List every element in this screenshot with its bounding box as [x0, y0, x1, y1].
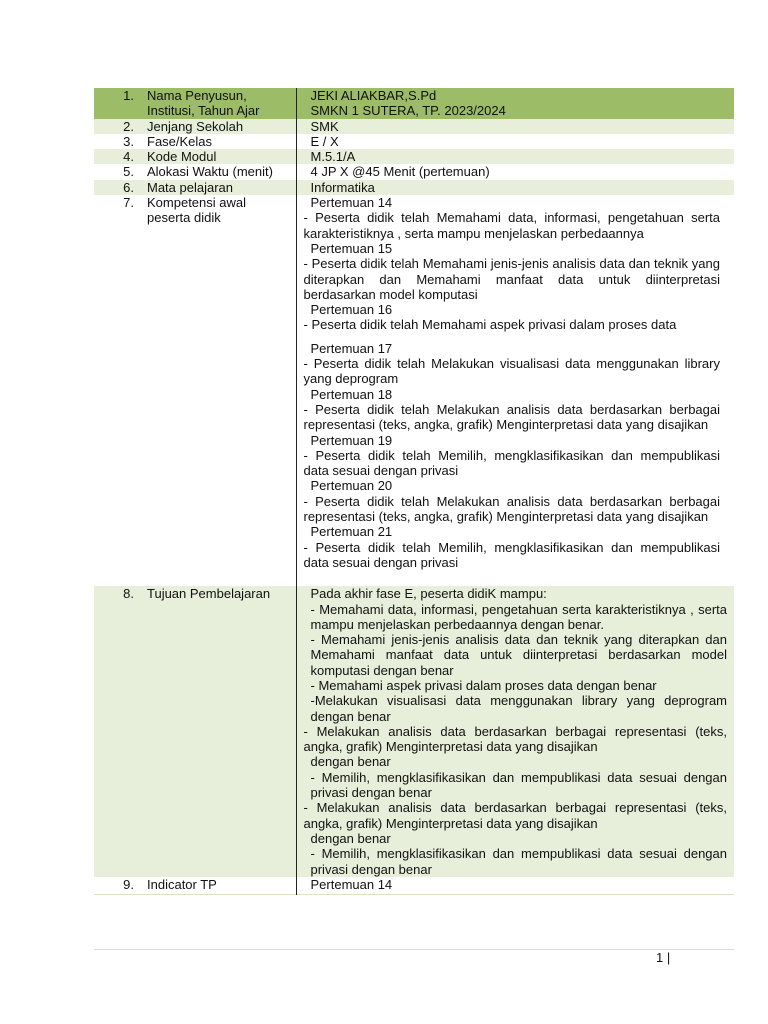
objective-item: - Memahami aspek privasi dalam proses data dengan benar — [310, 677, 657, 693]
author-name: JEKI ALIAKBAR,S.Pd — [310, 88, 437, 103]
meeting-heading: Pertemuan 16 — [310, 302, 393, 318]
row-label-line: Nama Penyusun, — [147, 88, 247, 103]
table-row-alokasi-waktu — [94, 164, 734, 179]
institution-year: SMKN 1 SUTERA, TP. 2023/2024 — [310, 103, 506, 119]
table-row-indicator-tp — [94, 877, 734, 895]
meeting-heading: Pertemuan 18 — [310, 386, 393, 402]
row-number: 2. — [123, 118, 134, 134]
table-row-nama-penyusun — [94, 88, 734, 119]
meeting-heading: Pertemuan 20 — [310, 478, 393, 494]
competency-item: - Peserta didik telah Memahami aspek privasi dalam proses data — [303, 317, 677, 333]
row-label: Kode Modul — [147, 149, 217, 165]
row-label: Alokasi Waktu (menit) — [147, 164, 273, 180]
row-label — [143, 88, 296, 119]
footer-divider — [94, 949, 734, 950]
objective-item-continuation: dengan benar — [310, 754, 391, 770]
competency-item: - Peserta didik telah Memilih, mengklasifikasikan dan mempublikasi data sesuai dengan privasi — [303, 539, 720, 570]
row-value-text: SMK — [310, 118, 339, 134]
table-row-tujuan-pembelajaran — [94, 586, 734, 877]
meeting-heading: Pertemuan 14 — [310, 876, 393, 892]
competency-item: - Peserta didik telah Memahami data, informasi, pengetahuan serta karakteristiknya , serta mampu menjelaskan perbedaannya — [303, 210, 720, 241]
table-row-kompetensi-awal — [94, 195, 734, 586]
row-value — [296, 119, 734, 134]
meeting-heading: Pertemuan 14 — [310, 195, 393, 211]
row-value — [296, 195, 734, 586]
row-value-text: M.5.1/A — [310, 149, 356, 165]
row-value — [296, 88, 734, 119]
row-number: 1. — [123, 88, 134, 103]
row-number: 5. — [123, 164, 134, 180]
meeting-heading: Pertemuan 19 — [310, 432, 393, 448]
row-label — [143, 195, 296, 586]
objective-item-continuation: dengan benar — [310, 830, 391, 846]
objective-item: - Memahami jenis-jenis analisis data dan teknik yang diterapkan dan Memahami manfaat data untuk diinterpretasi berdasarkan model komputasi dengan benar — [310, 632, 727, 678]
objective-item: - Melakukan analisis data berdasarkan berbagai representasi (teks, angka, grafik) Menginterpretasi data yang disajikan — [303, 800, 727, 831]
competency-item: - Peserta didik telah Melakukan analisis data berdasarkan berbagai representasi (teks, angka, grafik) Menginterpretasi data yang disajikan — [303, 493, 720, 525]
objective-item: - Memahami data, informasi, pengetahuan serta karakteristiknya , serta mampu menjelaskan perbedaannya dengan benar. — [310, 601, 727, 632]
table-row-jenjang — [94, 119, 734, 134]
row-label: Jenjang Sekolah — [147, 118, 244, 134]
row-value — [296, 149, 734, 164]
row-value — [296, 164, 734, 179]
row-value-text: E / X — [310, 133, 339, 149]
row-number: 6. — [123, 179, 134, 195]
row-value-text: Informatika — [310, 179, 375, 195]
row-label: Indicator TP — [147, 876, 217, 892]
competency-item: - Peserta didik telah Melakukan analisis data berdasarkan berbagai representasi (teks, angka, grafik) Menginterpretasi data yang disajikan — [303, 401, 720, 433]
row-value — [296, 134, 734, 149]
objective-item: - Melakukan analisis data berdasarkan berbagai representasi (teks, angka, grafik) Menginterpretasi data yang disajikan — [303, 723, 727, 755]
meeting-heading: Pertemuan 15 — [310, 240, 393, 256]
row-number: 8. — [123, 586, 134, 602]
table-row-fase — [94, 134, 734, 149]
row-label: Fase/Kelas — [147, 133, 213, 149]
row-value — [296, 877, 734, 895]
meeting-heading: Pertemuan 21 — [310, 524, 393, 540]
competency-item: - Peserta didik telah Memilih, mengklasifikasikan dan mempublikasi data sesuai dengan privasi — [303, 447, 720, 479]
row-label: Mata pelajaran — [147, 179, 233, 195]
row-number: 3. — [123, 133, 134, 149]
objective-intro: Pada akhir fase E, peserta didiK mampu: — [310, 586, 547, 602]
competency-item: - Peserta didik telah Melakukan visualisasi data menggunakan library yang deprogram — [303, 356, 720, 387]
row-number: 7. — [123, 195, 134, 211]
objective-item: -Melakukan visualisasi data menggunakan library yang deprogram dengan benar — [310, 693, 727, 724]
meeting-heading: Pertemuan 17 — [310, 340, 393, 356]
row-value-text: 4 JP X @45 Menit (pertemuan) — [310, 164, 490, 180]
row-label-line: Kompetensi awal — [147, 195, 246, 211]
table-row-mata-pelajaran — [94, 180, 734, 195]
row-value — [296, 180, 734, 195]
objective-item: - Memilih, mengklasifikasikan dan mempublikasi data sesuai dengan privasi dengan benar — [310, 846, 727, 877]
table-row-kode-modul — [94, 149, 734, 164]
page-number: 1 | — [656, 950, 671, 965]
row-value — [296, 586, 734, 877]
objective-item: - Memilih, mengklasifikasikan dan mempublikasi data sesuai dengan privasi dengan benar — [310, 769, 727, 801]
competency-item: - Peserta didik telah Memahami jenis-jenis analisis data dan teknik yang diterapkan dan Memahami manfaat data untuk diinterpretasi berdasarkan model komputasi — [303, 256, 720, 302]
row-label-line: Institusi, Tahun Ajar — [147, 103, 260, 119]
row-label: Tujuan Pembelajaran — [147, 586, 271, 602]
row-label-line: peserta didik — [147, 210, 221, 226]
row-number: 9. — [123, 876, 134, 892]
row-number: 4. — [123, 149, 134, 165]
module-info-table — [94, 88, 734, 895]
